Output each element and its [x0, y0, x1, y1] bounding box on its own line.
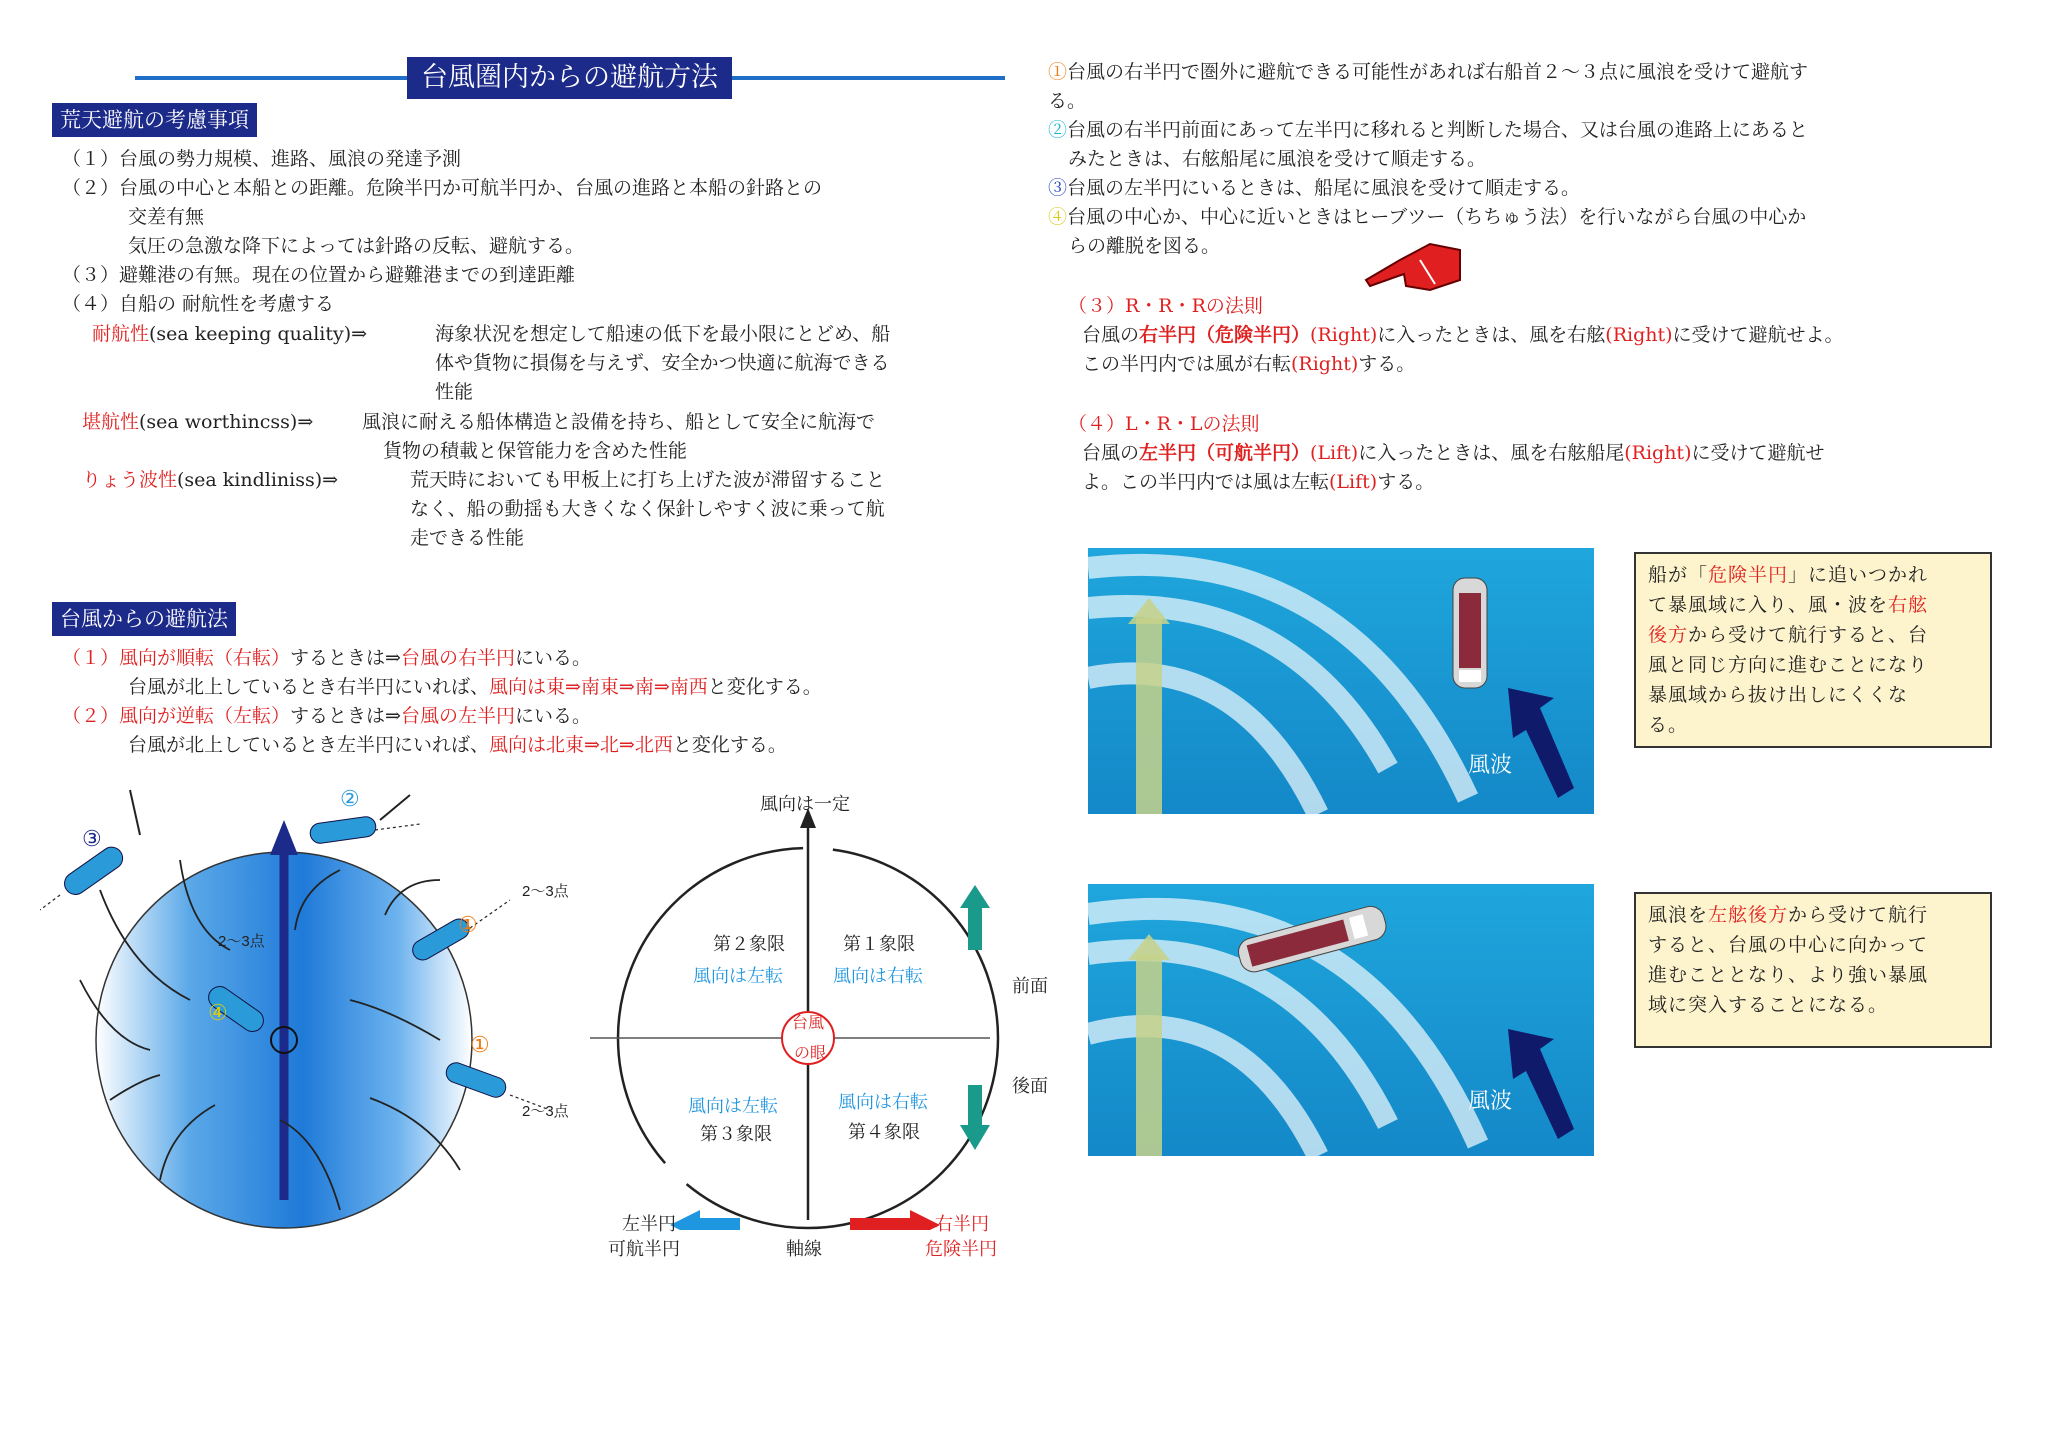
eye-label-2: の眼: [794, 1045, 827, 1062]
note-dangerous-half: [1634, 552, 1992, 748]
term-desc: 走できる性能: [410, 527, 525, 549]
marker-2: ②: [340, 786, 360, 811]
rrr-rule-line-2: この半円内では風が右転(Right)する。: [1082, 353, 1416, 375]
method-item-3: ③台風の左半円にいるときは、船尾に風浪を受けて順走する。: [1048, 177, 1581, 199]
ship-illustration-2: [1088, 884, 1594, 1156]
note-line: すると、台風の中心に向かって: [1648, 934, 1929, 956]
quadrant-diagram: [590, 800, 1060, 1230]
consideration-line: （３）避難港の有無。現在の位置から避難港までの到達距離: [62, 264, 576, 286]
section-heading-considerations: 荒天避航の考慮事項: [52, 103, 257, 137]
quadrant-2-wind: 風向は左転: [693, 966, 783, 986]
quadrant-1-wind: 風向は右転: [833, 966, 923, 986]
method-item-1-cont: る。: [1048, 90, 1087, 112]
typhoon-track-arrowhead: [270, 820, 298, 855]
ship-illustration-1: [1088, 548, 1594, 814]
rule-backing: （２）風向が逆転（左転）するときは⇒台風の左半円にいる。: [62, 705, 591, 727]
consideration-line: （２）台風の中心と本船との距離。危険半円か可航半円か、台風の進路と本船の針路との: [62, 177, 823, 199]
front-arrow: [960, 885, 990, 950]
pointing-hand-icon: [1360, 240, 1470, 300]
page-title: 台風圏内からの避航方法: [407, 57, 732, 99]
marker-1-lower: ①: [470, 1032, 490, 1057]
term-desc: 荒天時においても甲板上に打ち上げた波が滞留すること: [410, 469, 886, 491]
left-arrow: [670, 1210, 740, 1230]
term-seakindliness: りょう波性(sea kindliniss)⇒: [82, 469, 339, 491]
lrl-rule-line-2: よ。この半円内では風は左転(Lift)する。: [1082, 471, 1435, 493]
method-item-1: ①台風の右半円で圏外に避航できる可能性があれば右船首２～３点に風浪を受けて避航す: [1048, 61, 1809, 83]
wind-wave-label: 風波: [1468, 752, 1513, 777]
wind-constant-label: 風向は一定: [760, 794, 850, 814]
rear-label: 後面: [1012, 1076, 1048, 1096]
lrl-rule-title: （４）L・R・Lの法則: [1068, 413, 1260, 435]
consideration-line: （４）自船の 耐航性を考慮する: [62, 293, 335, 315]
term-desc: 海象状況を想定して船速の低下を最小限にとどめ、船: [435, 323, 891, 345]
waves-image: [1088, 548, 1594, 814]
note-line: 進むこととなり、より強い暴風: [1648, 964, 1929, 986]
note-line: 域に突入することになる。: [1648, 994, 1889, 1016]
front-label: 前面: [1012, 976, 1048, 996]
axis-label: 軸線: [786, 1239, 822, 1259]
term-seaworthiness: 堪航性(sea worthincss)⇒: [82, 411, 314, 433]
wind-wave-label: 風波: [1468, 1088, 1513, 1113]
note-line: 暴風域から抜け出しにくくな: [1648, 684, 1909, 706]
quadrant-2-label: 第２象限: [713, 934, 785, 954]
ship-2: [309, 816, 377, 845]
note-line: 風と同じ方向に進むことになり: [1648, 654, 1929, 676]
term-desc: 性能: [435, 381, 474, 403]
points-label: 2～3点: [218, 933, 265, 950]
consideration-line: 気圧の急激な降下によっては針路の反転、避航する。: [128, 235, 585, 257]
left-half-label: 左半円: [622, 1214, 676, 1234]
marker-1-upper: ①: [458, 912, 478, 937]
term-seakeeping: 耐航性(sea keeping quality)⇒: [92, 323, 368, 345]
navigable-half-label: 可航半円: [608, 1239, 680, 1259]
method-item-2-cont: みたときは、右舷船尾に風浪を受けて順走する。: [1068, 148, 1487, 170]
consideration-line: （１）台風の勢力規模、進路、風浪の発達予測: [62, 148, 462, 170]
note-line: 船が「危険半円」に追いつかれ: [1648, 564, 1929, 586]
note-navigable-half: [1634, 892, 1992, 1048]
term-desc: 貨物の積載と保管能力を含めた性能: [383, 440, 688, 462]
lrl-rule-line-1: 台風の左半円（可航半円）(Lift)に入ったときは、風を右舷船尾(Right)に受けて避航せ: [1082, 442, 1825, 464]
method-item-4: ④台風の中心か、中心に近いときはヒーブツー（ちちゅう法）を行いながら台風の中心か: [1048, 206, 1807, 228]
rear-arrow: [960, 1085, 990, 1150]
right-half-label: 右半円: [935, 1214, 989, 1234]
rule-veering: （１）風向が順転（右転）するときは⇒台風の右半円にいる。: [62, 647, 591, 669]
rule-veering-detail: 台風が北上しているとき右半円にいれば、風向は東⇒南東⇒南⇒南西と変化する。: [128, 676, 822, 698]
waves-image: [1088, 884, 1594, 1156]
marker-3: ③: [82, 826, 102, 851]
method-item-2: ②台風の右半円前面にあって左半円に移れると判断した場合、又は台風の進路上にあると: [1048, 119, 1808, 141]
eye-label-1: 台風: [792, 1015, 825, 1032]
note-line: 風浪を左舷後方から受けて航行: [1648, 904, 1929, 926]
quadrant-3-label: 第３象限: [700, 1124, 772, 1144]
rule-backing-detail: 台風が北上しているとき左半円にいれば、風向は北東⇒北⇒北西と変化する。: [128, 734, 787, 756]
right-arrow: [850, 1210, 940, 1230]
note-line: て暴風域に入り、風・波を右舷: [1648, 594, 1929, 616]
note-line: る。: [1648, 714, 1689, 736]
term-desc: 風浪に耐える船体構造と設備を持ち、船として安全に航海で: [362, 411, 876, 433]
rrr-rule-title: （３）R・R・Rの法則: [1068, 295, 1263, 317]
ship-icon: [1453, 578, 1487, 688]
consideration-line: 交差有無: [128, 206, 205, 228]
section-heading-avoidance: 台風からの避航法: [52, 602, 236, 636]
method-item-4-cont: らの離脱を図る。: [1068, 235, 1221, 257]
term-desc: なく、船の動揺も大きくなく保針しやすく波に乗って航: [410, 498, 885, 520]
note-line: 後方から受けて航行すると、台: [1648, 624, 1929, 646]
quadrant-4-wind: 風向は右転: [838, 1092, 928, 1112]
points-label: 2～3点: [522, 1103, 569, 1120]
typhoon-ship-diagram: [40, 780, 600, 1240]
dangerous-half-label: 危険半円: [925, 1239, 997, 1259]
marker-4: ④: [208, 1000, 228, 1025]
term-desc: 体や貨物に損傷を与えず、安全かつ快適に航海できる: [435, 352, 890, 374]
quadrant-1-label: 第１象限: [843, 934, 915, 954]
quadrant-4-label: 第４象限: [848, 1122, 920, 1142]
points-label: 2～3点: [522, 883, 569, 900]
quadrant-3-wind: 風向は左転: [688, 1096, 778, 1116]
rrr-rule-line-1: 台風の右半円（危険半円）(Right)に入ったときは、風を右舷(Right)に受けて避航せよ。: [1082, 324, 1844, 346]
